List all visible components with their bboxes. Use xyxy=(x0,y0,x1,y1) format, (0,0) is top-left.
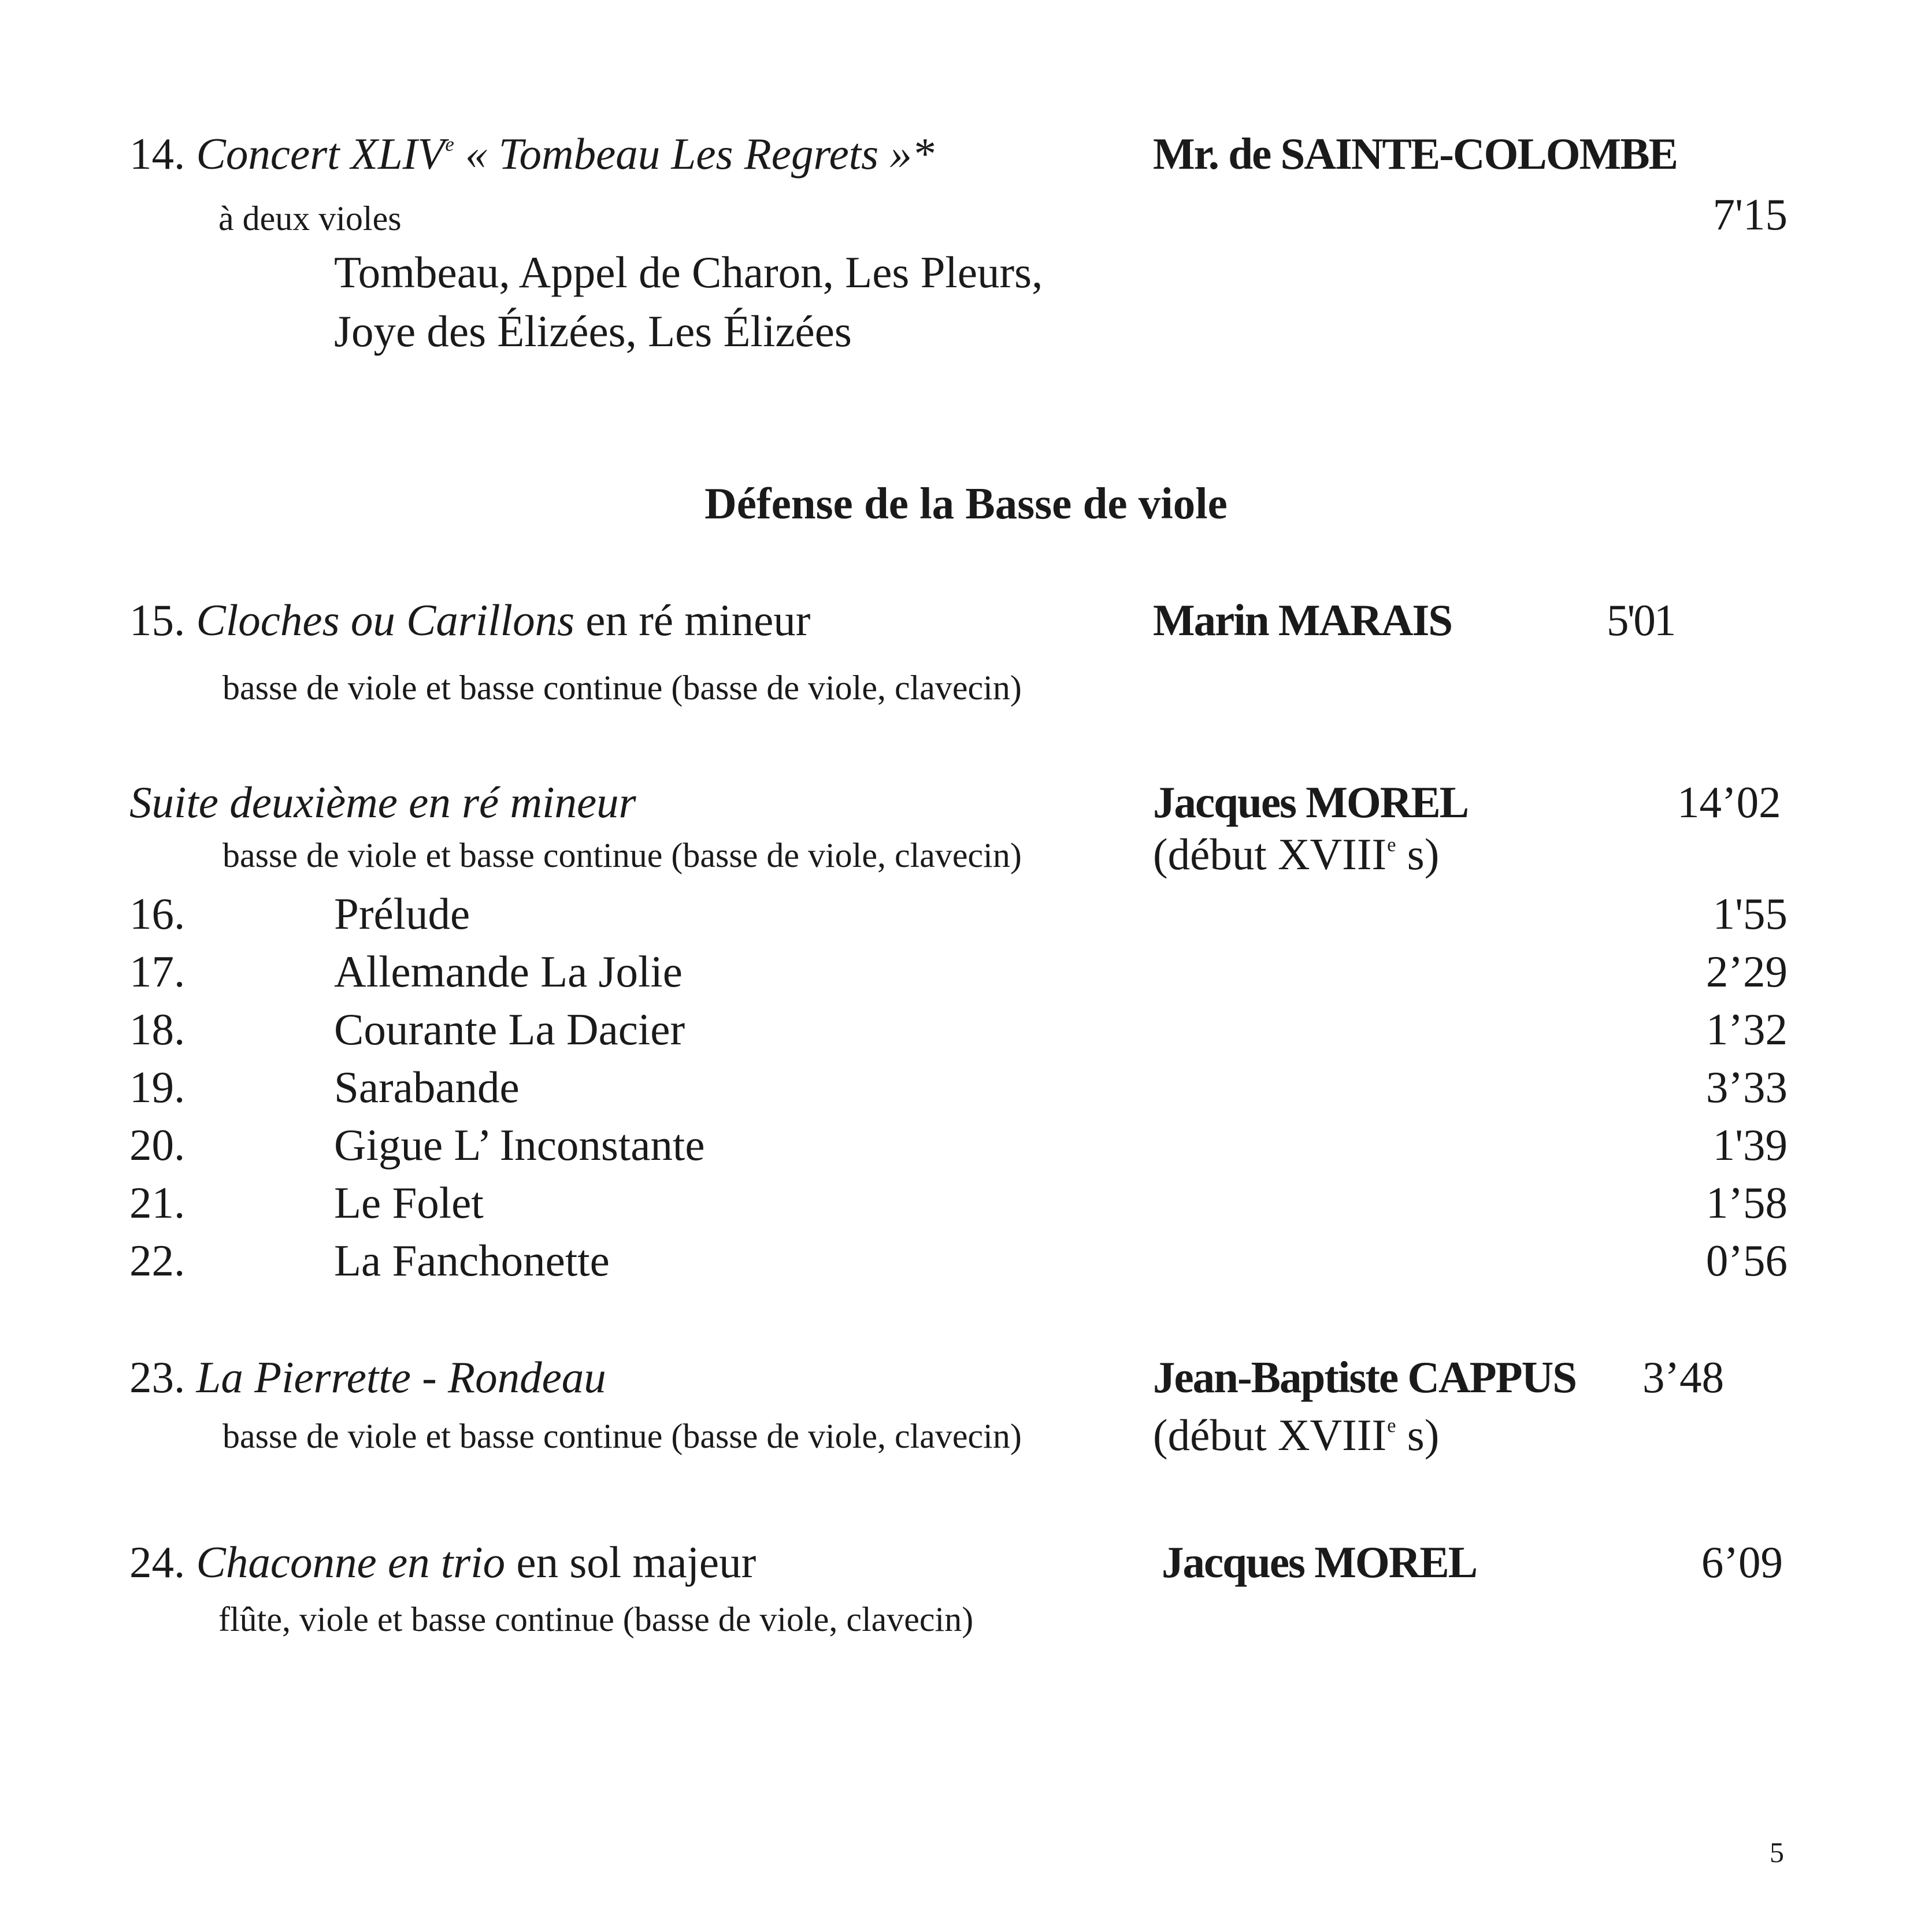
track-title-rest: en sol majeur xyxy=(505,1537,757,1587)
movement-title: Allemande La Jolie xyxy=(334,947,683,996)
movement-title: Le Folet xyxy=(334,1178,484,1228)
movement-title: Gigue L’ Inconstante xyxy=(334,1120,705,1170)
composer-date: (début XVIIIe s) xyxy=(1153,1410,1440,1460)
page-number: 5 xyxy=(1770,1836,1784,1868)
composer-date: (début XVIIIe s) xyxy=(1153,829,1440,879)
composer-name: Jean-Baptiste CAPPUS xyxy=(1153,1352,1577,1402)
composer-name: Mr. de SAINTE-COLOMBE xyxy=(1153,129,1678,179)
composer-name: Jacques MOREL xyxy=(1153,777,1469,827)
track-number: 17. xyxy=(129,947,186,996)
track-duration: 1’58 xyxy=(1705,1178,1788,1228)
instrumentation: basse de viole et basse continue (basse de viole, clavecin) xyxy=(223,836,1022,874)
track-number: 16. xyxy=(129,889,186,939)
movement-title: Prélude xyxy=(334,889,470,939)
movement-title: Sarabande xyxy=(334,1062,520,1112)
track-duration: 3’33 xyxy=(1705,1062,1788,1112)
track-number: 18. xyxy=(129,1004,186,1054)
track-number: 19. xyxy=(129,1062,186,1112)
track-duration: 7'15 xyxy=(1712,190,1788,239)
track-23-heading xyxy=(129,1352,606,1402)
track-title: Chaconne en trio xyxy=(196,1537,506,1587)
track-14-heading xyxy=(129,129,935,179)
track-title: Concert XLIVe « Tombeau Les Regrets »* xyxy=(196,129,935,179)
composer-name: Jacques MOREL xyxy=(1162,1537,1477,1587)
suite-title: Suite deuxième en ré mineur xyxy=(129,777,636,827)
instrumentation: basse de viole et basse continue (basse de viole, clavecin) xyxy=(223,1417,1022,1455)
track-number: 22. xyxy=(129,1236,186,1285)
track-title: Cloches ou Carillons xyxy=(196,595,575,645)
track-number: 23. xyxy=(129,1352,186,1402)
movement-title: La Fanchonette xyxy=(334,1236,610,1285)
instrumentation: à deux violes xyxy=(218,199,402,238)
track-15-heading xyxy=(129,595,811,645)
track-duration: 5'01 xyxy=(1607,595,1675,645)
track-duration: 1'39 xyxy=(1712,1120,1788,1170)
instrumentation: flûte, viole et basse continue (basse de viole, clavecin) xyxy=(218,1600,974,1638)
track-24-heading xyxy=(129,1537,757,1587)
track-duration: 1'55 xyxy=(1712,889,1788,939)
track-duration: 2’29 xyxy=(1705,947,1788,996)
movements-line-1: Tombeau, Appel de Charon, Les Pleurs, xyxy=(334,247,1043,297)
suite-duration: 14’02 xyxy=(1677,777,1781,827)
instrumentation: basse de viole et basse continue (basse de viole, clavecin) xyxy=(223,669,1022,707)
section-title: Défense de la Basse de viole xyxy=(704,479,1228,528)
track-number: 20. xyxy=(129,1120,186,1170)
track-title: La Pierrette - Rondeau xyxy=(196,1352,606,1402)
track-number: 24. xyxy=(129,1537,186,1587)
track-duration: 0’56 xyxy=(1705,1236,1788,1285)
track-number: 21. xyxy=(129,1178,186,1228)
track-number: 14. xyxy=(129,129,186,179)
track-duration: 1’32 xyxy=(1705,1004,1788,1054)
track-duration: 6’09 xyxy=(1701,1537,1783,1587)
track-title-rest: en ré mineur xyxy=(574,595,811,645)
composer-name: Marin MARAIS xyxy=(1153,595,1452,645)
movements-line-2: Joye des Élizées, Les Élizées xyxy=(334,306,852,356)
track-number: 15. xyxy=(129,595,186,645)
movement-title: Courante La Dacier xyxy=(334,1004,685,1054)
track-duration: 3’48 xyxy=(1642,1352,1725,1402)
